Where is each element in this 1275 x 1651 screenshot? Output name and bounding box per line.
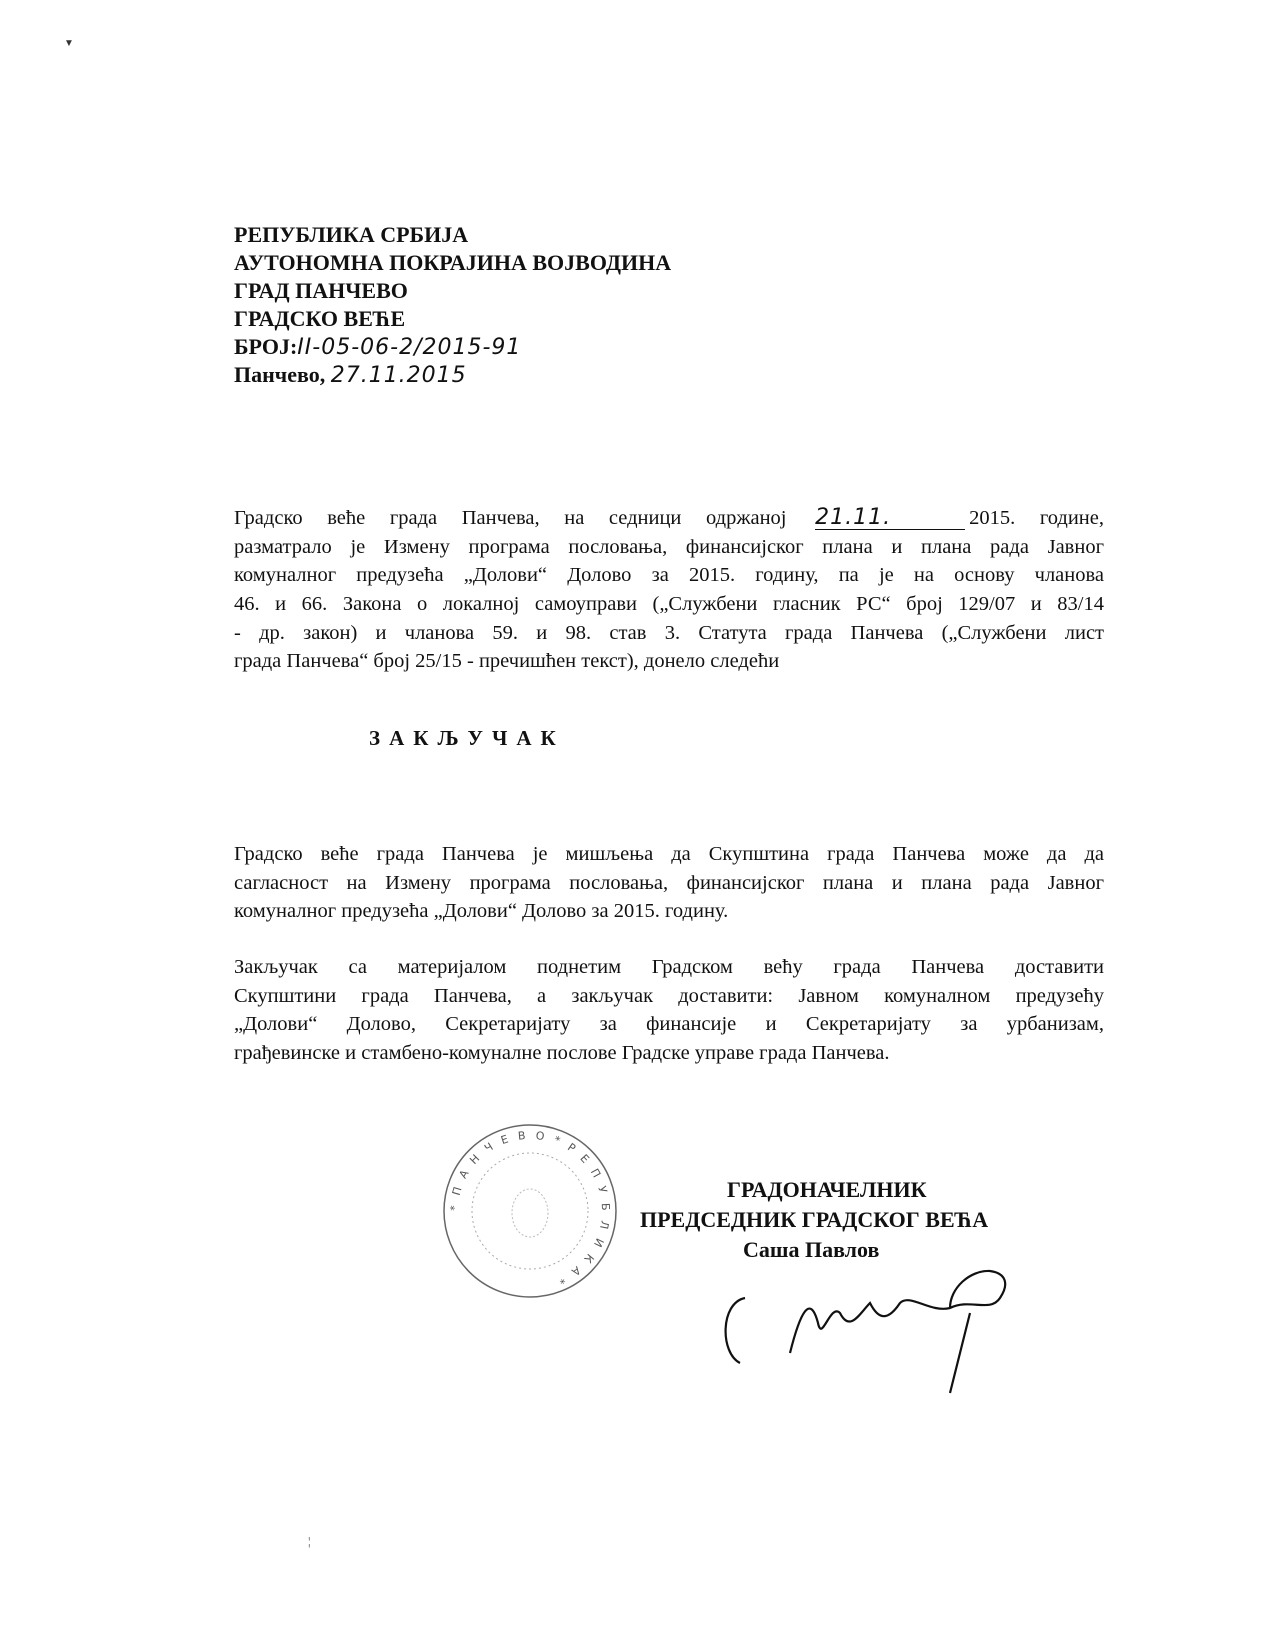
document-date <box>234 361 467 390</box>
official-stamp <box>440 1121 620 1301</box>
scan-mark: ¦ <box>308 1534 311 1548</box>
signatory-title-mayor: ГРАДОНАЧЕЛНИК <box>727 1177 927 1202</box>
conclusion-line: грађевинске и стамбено-комуналне послове Градске управе града Панчева. <box>234 1042 890 1065</box>
header-line-city: ГРАД ПАНЧЕВО <box>234 278 408 303</box>
session-date-handwritten: 21.11. <box>815 507 965 530</box>
conclusion-paragraph-2 <box>234 953 1104 1068</box>
conclusion-line: Градско веће града Панчева је мишљења да Скупштина града Панчева може да да <box>234 843 1104 865</box>
document-title: ЗАКЉУЧАК <box>369 726 565 750</box>
intro-paragraph <box>234 504 1104 676</box>
handwritten-signature <box>700 1268 1040 1398</box>
number-value-handwritten: II-05-06-2/2015-91 <box>297 335 522 360</box>
header-line-province: АУТОНОМНА ПОКРАЈИНА ВОЈВОДИНА <box>234 250 672 275</box>
intro-line1-start: Градско веће града Панчева, на седници одржаној <box>234 507 787 529</box>
conclusion-paragraph-1 <box>234 840 1104 926</box>
header-line-council: ГРАДСКО ВЕЋЕ <box>234 306 406 331</box>
conclusion-line: „Долови“ Долово, Секретаријату за финансије и Секретаријату за урбанизам, <box>234 1013 1104 1036</box>
conclusion-line: сагласност на Измену програма пословања, финансијског плана и плана рада Јавног <box>234 871 1104 894</box>
place-label: Панчево, <box>234 362 326 387</box>
scan-mark: ▼ <box>64 38 74 49</box>
signatory-title-president: ПРЕДСЕДНИК ГРАДСКОГ ВЕЋА <box>640 1207 989 1232</box>
header-line-republic: РЕПУБЛИКА СРБИЈА <box>234 222 469 247</box>
intro-line: разматрало је Измену програма пословања, финансијског плана и плана рада Јавног <box>234 535 1104 558</box>
conclusion-line: комуналног предузећа „Долови“ Долово за 2015. годину. <box>234 900 729 923</box>
document-number <box>234 333 521 362</box>
conclusion-line: Скупштини града Панчева, а закључак доставити: Јавном комуналном предузећу <box>234 984 1104 1007</box>
intro-line1-end: 2015. године, <box>969 507 1105 529</box>
signatory-name: Саша Павлов <box>743 1237 880 1262</box>
number-label: БРОЈ: <box>234 334 298 359</box>
stamp-lettering: * П А Н Ч Е В О * Р Е П У Б Л И К А * <box>447 1128 613 1288</box>
conclusion-line: Закључак са материјалом поднетим Градском већу града Панчева доставити <box>234 956 1104 978</box>
intro-line: 46. и 66. Закона о локалној самоуправи („Службени гласник РС“ број 129/07 и 83/14 <box>234 593 1104 616</box>
intro-line <box>234 504 1104 533</box>
intro-line: града Панчева“ број 25/15 - пречишћен текст), донело следећи <box>234 650 780 673</box>
date-value-handwritten: 27.11.2015 <box>330 363 467 388</box>
intro-line: комуналног предузећа „Долови“ Долово за 2015. годину, па је на основу чланова <box>234 564 1104 587</box>
intro-line: - др. закон) и чланова 59. и 98. став 3. Статута града Панчева („Службени лист <box>234 621 1104 644</box>
